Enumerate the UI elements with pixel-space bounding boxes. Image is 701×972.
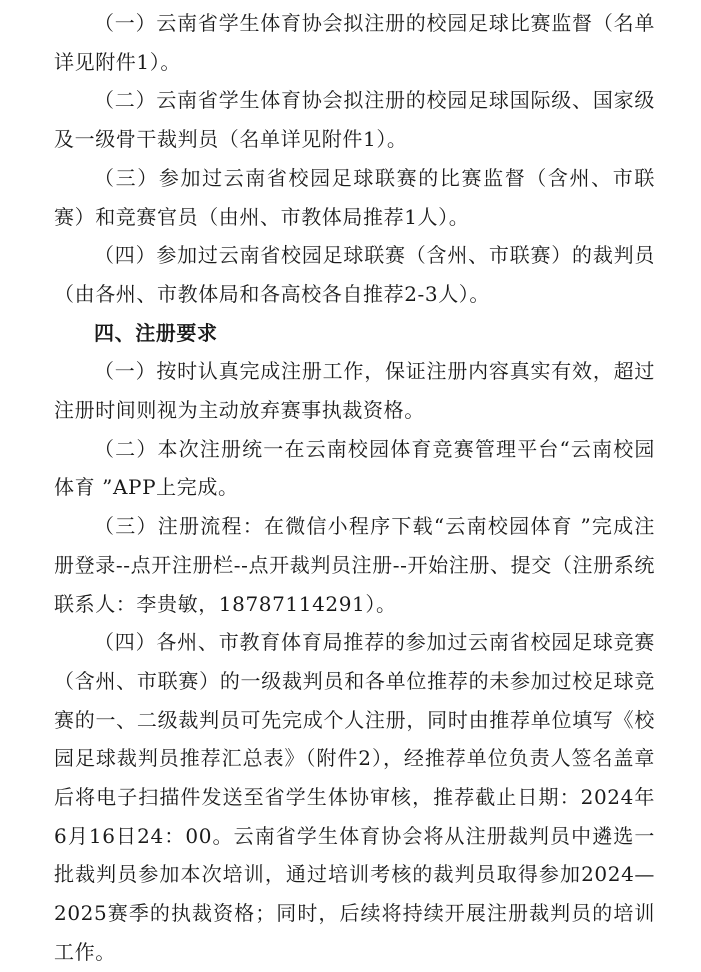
paragraph-match-supervisors-officials: （三）参加过云南省校园足球联赛的比赛监督（含州、市联赛）和竞赛官员（由州、市教体局推荐1人）。 [54,165,655,229]
paragraph-registration-process: （三）注册流程：在微信小程序下载“云南校园体育 ”完成注册登录--点开注册栏--点开裁判员注册--开始注册、提交（注册系统联系人：李贵敏，18787114291）。 [54,514,655,616]
paragraph-league-referees: （四）参加过云南省校园足球联赛（含州、市联赛）的裁判员（由各州、市教体局和各高校各自推荐2-3人）。 [54,243,655,306]
section-heading-registration-requirements: 四、注册要求 [94,320,218,345]
paragraph-registration-platform: （二）本次注册统一在云南校园体育竞赛管理平台“云南校园体育 ”APP上完成。 [54,436,655,500]
paragraph-backbone-referees: （二）云南省学生体育协会拟注册的校园足球国际级、国家级及一级骨干裁判员（名单详见附件1）。 [54,88,655,152]
paragraph-referee-supervisors: （一）云南省学生体育协会拟注册的校园足球比赛监督（名单详见附件1）。 [54,11,655,74]
paragraph-recommendation-procedure: （四）各州、市教育体育局推荐的参加过云南省校园足球竞赛（含州、市联赛）的一级裁判员和各单位推荐的未参加过校足球竞赛的一、二级裁判员可先完成个人注册，同时由推荐单位填写《校园足球裁判员推荐汇总表》（附件2），经推荐单位负责人签名盖章后将电子扫描件发送至省学生体协审核，推荐截止日期：2024年6月16日24：00。云南省学生体育协会将从注册裁判员中遴选一批裁判员参加本次培训，通过培训考核的裁判员取得参加2024—2025赛季的执裁资格；同时，后续将持续开展注册裁判员的培训工作。 [54,630,655,964]
paragraph-timely-registration: （一）按时认真完成注册工作，保证注册内容真实有效，超过注册时间则视为主动放弃赛事执裁资格。 [54,359,655,423]
